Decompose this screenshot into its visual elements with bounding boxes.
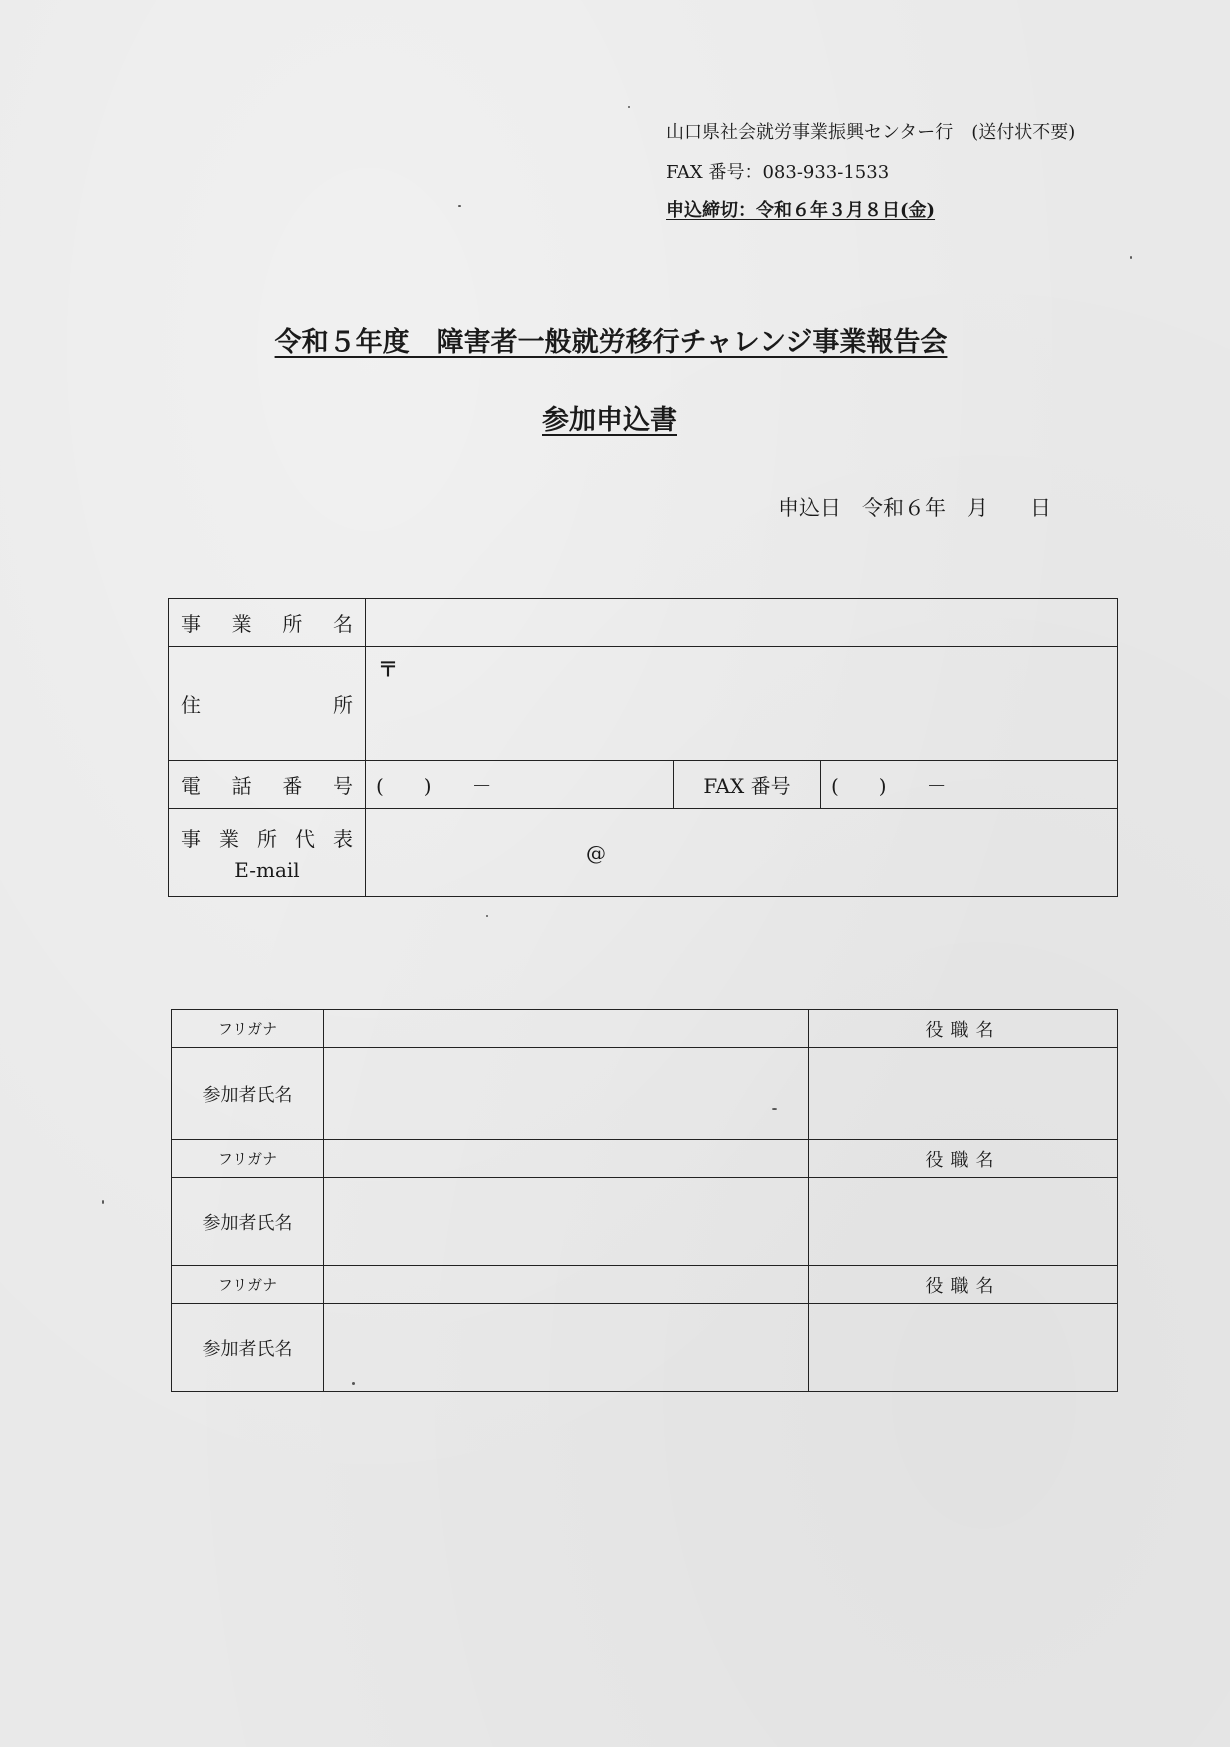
office-info-table [168,598,1118,897]
furigana-field[interactable] [324,1140,809,1178]
position-label: 役職名 [809,1010,1118,1048]
furigana-label: フリガナ [172,1010,324,1048]
representative-email-label: 事 業 所 代 表 E-mail [169,809,366,897]
fax-label: FAX 番号 [674,761,821,809]
office-name-label: 事 業 所 名 [169,599,366,647]
furigana-field[interactable] [324,1266,809,1304]
furigana-label: フリガナ [172,1266,324,1304]
address-label: 住 所 [169,647,366,761]
participant-name-label: 参加者氏名 [172,1048,324,1140]
participant-name-label: 参加者氏名 [172,1178,324,1266]
participant-name-label: 参加者氏名 [172,1304,324,1392]
phone-field[interactable]: ( ) － [366,761,674,809]
scan-speck [628,106,630,108]
position-field[interactable] [809,1178,1118,1266]
participants-table [171,1009,1118,1392]
fax-number-line: FAX 番号：083-933-1533 [666,162,890,183]
position-label: 役職名 [809,1140,1118,1178]
position-label: 役職名 [809,1266,1118,1304]
participant-name-field[interactable] [324,1178,809,1266]
deadline-line: 申込締切：令和６年３月８日(金) [666,200,936,221]
participant-name-field[interactable] [324,1048,809,1140]
scan-speck [1130,256,1132,259]
scan-speck [772,1108,777,1110]
scan-speck [458,205,461,207]
position-field[interactable] [809,1048,1118,1140]
furigana-field[interactable] [324,1010,809,1048]
application-date: 申込日 令和６年 月 日 [778,496,1051,520]
email-at-mark: @ [586,840,606,865]
participant-name-field[interactable] [324,1304,809,1392]
document-title: 令和５年度 障害者一般就労移行チャレンジ事業報告会 [274,327,948,358]
scan-speck [352,1382,355,1385]
fax-field[interactable]: ( ) － [821,761,1118,809]
addressee-line: 山口県社会就労事業振興センター行 (送付状不要) [666,122,1076,143]
email-field[interactable] [366,809,1118,897]
address-field[interactable] [366,647,1118,761]
postal-mark: 〒 [378,657,398,681]
position-field[interactable] [809,1304,1118,1392]
office-name-field[interactable] [366,599,1118,647]
scan-speck [486,915,488,917]
document-subtitle: 参加申込書 [542,405,677,436]
furigana-label: フリガナ [172,1140,324,1178]
scan-speck [102,1200,104,1204]
phone-label: 電 話 番 号 [169,761,366,809]
